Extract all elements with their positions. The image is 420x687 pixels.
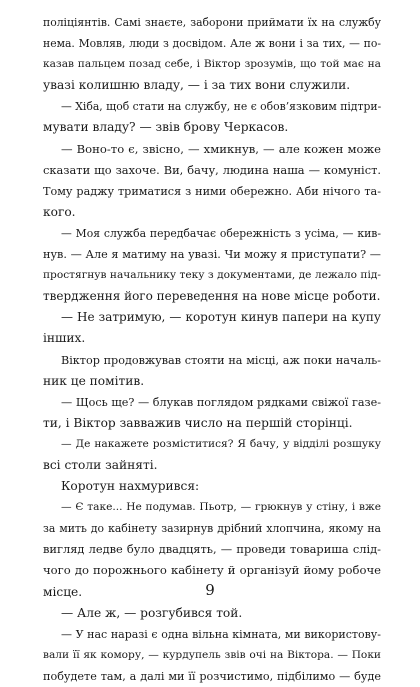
text-line: — Щось ще? — блукав поглядом рядками свіжої газе- xyxy=(61,395,381,409)
text-line: Тому раджу триматися з ними обережно. Аби нічого та- xyxy=(43,184,381,198)
text-line: казав пальцем позад себе, і Віктор зрозумів, що той має на xyxy=(43,58,381,71)
text-line: — У нас наразі є одна вільна кімната, ми використову- xyxy=(61,627,381,641)
text-line: сказати що захоче. Ви, бачу, людина наша — комуніст. xyxy=(43,162,381,177)
text-line: простягнув начальнику теку з документами, де лежало під- xyxy=(43,269,381,282)
text-line: — Не затримую, — коротун кинув папери на купу xyxy=(61,310,381,325)
text-line: поліціянтів. Самі знаєте, заборони приймати їх на службу xyxy=(43,16,381,29)
text-line: — Але ж, — розгубився той. xyxy=(61,605,243,620)
text-line: ти, і Віктор завважив число на першій сторінці. xyxy=(43,415,353,430)
text-line: твердження його переведення на нове місце роботи. xyxy=(43,289,381,304)
text-line: ник це помітив. xyxy=(43,373,145,388)
text-line: — Є таке... Не подумав. Пьотр, — грюкнув у стіну, і вже xyxy=(61,501,381,514)
text-line: — Де накажете розміститися? Я бачу, у відділі розшуку xyxy=(61,437,381,450)
text-line: чого до порожнього кабінету й організуй йому робоче xyxy=(43,563,381,578)
text-line: Віктор продовжував стояти на місці, аж поки началь- xyxy=(61,353,381,367)
text-line: кого. xyxy=(43,204,76,219)
text-line: — Хіба, щоб стати на службу, не є обов’язковим підтри- xyxy=(61,100,382,114)
text-line: побудете там, а далі ми її розчистимо, підбілимо — буде xyxy=(43,669,381,683)
text-line: вали її як комору, — курдупель звів очі на Віктора. — Поки xyxy=(43,648,381,661)
text-line: нув. — Але я матиму на увазі. Чи можу я приступати? — xyxy=(43,248,381,262)
text-line: всі столи зайняті. xyxy=(43,457,158,472)
text-line: за мить до кабінету зазирнув дрібний хлопчина, якому на xyxy=(43,522,381,536)
text-line: місце. xyxy=(43,584,83,599)
text-line: Коротун нахмурився: xyxy=(61,479,200,494)
text-line: нема. Мовляв, люди з досвідом. Але ж вони і за тих, — по- xyxy=(43,37,381,51)
text-line: — Моя служба передбачає обережність з усіма, — кив- xyxy=(61,226,381,240)
text-line: — Воно-то є, звісно, — хмикнув, — але кожен може xyxy=(61,141,381,156)
text-line: вигляд ледве було двадцять, — проведи товариша слід- xyxy=(43,542,381,557)
text-line: увазі колишню владу, — і за тих вони служили. xyxy=(43,78,351,93)
text-line: інших. xyxy=(43,331,86,346)
page-number: 9 xyxy=(205,581,215,599)
text-line: мувати владу? — звів брову Черкасов. xyxy=(43,120,289,135)
